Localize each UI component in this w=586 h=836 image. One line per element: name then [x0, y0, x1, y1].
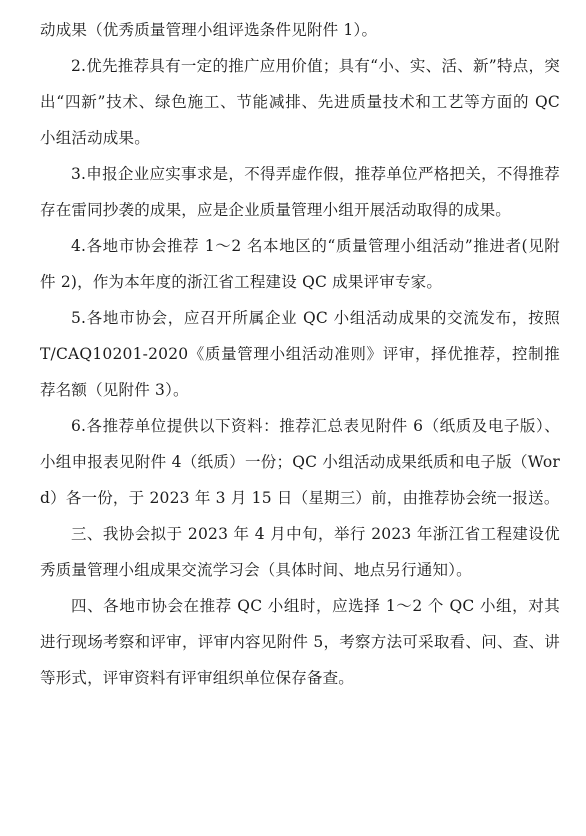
- paragraph-continuation: 动成果（优秀质量管理小组评选条件见附件 1）。: [40, 21, 378, 39]
- paragraph-item-3: 3.申报企业应实事求是，不得弄虚作假，推荐单位严格把关，不得推荐存在雷同抄袭的成果，应是企业质量管理小组开展活动取得的成果。: [40, 165, 560, 219]
- paragraph-item-6: 6.各推荐单位提供以下资料：推荐汇总表见附件 6（纸质及电子版）、小组申报表见附件 4（纸质）一份；QC 小组活动成果纸质和电子版（Word）各一份，于 2023 年 3 月 15 日（星期三）前，由推荐协会统一报送。: [40, 417, 560, 507]
- paragraph-section-4: 四、各地市协会在推荐 QC 小组时，应选择 1～2 个 QC 小组，对其进行现场考察和评审，评审内容见附件 5，考察方法可采取看、问、查、讲等形式，评审资料有评审组织单位保存备查。: [40, 597, 560, 687]
- paragraph-section-3: 三、我协会拟于 2023 年 4 月中旬，举行 2023 年浙江省工程建设优秀质量管理小组成果交流学习会（具体时间、地点另行通知）。: [40, 525, 560, 579]
- paragraph-item-2: 2.优先推荐具有一定的推广应用价值；具有“小、实、活、新”特点，突出“四新”技术、绿色施工、节能减排、先进质量技术和工艺等方面的 QC 小组活动成果。: [40, 57, 560, 147]
- paragraph-item-4: 4.各地市协会推荐 1～2 名本地区的“质量管理小组活动”推进者(见附件 2)，作为本年度的浙江省工程建设 QC 成果评审专家。: [40, 237, 560, 291]
- paragraph-item-5: 5.各地市协会，应召开所属企业 QC 小组活动成果的交流发布，按照 T/CAQ10201-2020《质量管理小组活动准则》评审，择优推荐，控制推荐名额（见附件 3）。: [40, 309, 560, 399]
